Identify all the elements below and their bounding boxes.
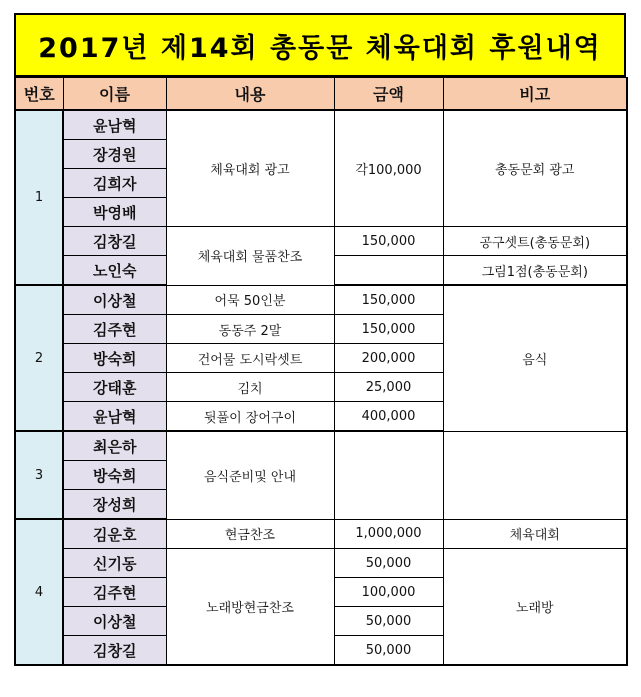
header-name: 이름 (63, 78, 166, 111)
content-cell: 현금찬조 (166, 519, 334, 549)
table-row (15, 227, 627, 256)
note-cell (443, 431, 627, 519)
donor-name: 김창길 (63, 636, 166, 666)
donor-name: 신기동 (63, 549, 166, 578)
donor-name: 김주현 (63, 578, 166, 607)
note-cell: 음식 (443, 285, 627, 431)
donor-name: 장경원 (63, 140, 166, 169)
amount-cell (334, 431, 443, 519)
group-number: 1 (15, 110, 63, 285)
amount-cell: 150,000 (334, 315, 443, 344)
table-row (15, 110, 627, 140)
group-number: 4 (15, 519, 63, 665)
table-row (15, 431, 627, 461)
content-cell: 뒷풀이 장어구이 (166, 402, 334, 432)
amount-cell: 400,000 (334, 402, 443, 432)
donor-name: 김희자 (63, 169, 166, 198)
donor-name: 이상철 (63, 285, 166, 315)
content-cell: 김치 (166, 373, 334, 402)
donor-name: 윤남혁 (63, 402, 166, 432)
donor-name: 방숙희 (63, 344, 166, 373)
note-cell: 체육대회 (443, 519, 627, 549)
amount-cell: 50,000 (334, 549, 443, 578)
header-note: 비고 (443, 78, 627, 111)
table-row (15, 549, 627, 578)
amount-cell: 25,000 (334, 373, 443, 402)
header-content: 내용 (166, 78, 334, 111)
amount-cell (334, 256, 443, 286)
table-row (15, 285, 627, 315)
donor-name: 노인숙 (63, 256, 166, 286)
content-cell: 노래방현금찬조 (166, 549, 334, 666)
header-no: 번호 (15, 78, 63, 111)
donor-name: 강태훈 (63, 373, 166, 402)
donor-name: 최은하 (63, 431, 166, 461)
content-cell: 체육대회 물품찬조 (166, 227, 334, 286)
donor-name: 이상철 (63, 607, 166, 636)
content-cell: 어묵 50인분 (166, 285, 334, 315)
group-number: 2 (15, 285, 63, 431)
donor-name: 김운호 (63, 519, 166, 549)
amount-cell: 150,000 (334, 227, 443, 256)
content-cell: 음식준비및 안내 (166, 431, 334, 519)
donor-name: 김주현 (63, 315, 166, 344)
table-row (15, 519, 627, 549)
amount-cell: 50,000 (334, 607, 443, 636)
header-amount: 금액 (334, 78, 443, 111)
content-cell: 체육대회 광고 (166, 110, 334, 227)
sheet-title: 2017년 제14회 총동문 체육대회 후원내역 (14, 13, 626, 77)
donor-name: 방숙희 (63, 461, 166, 490)
donor-name: 김창길 (63, 227, 166, 256)
amount-cell: 150,000 (334, 285, 443, 315)
donor-name: 박영배 (63, 198, 166, 227)
amount-cell: 1,000,000 (334, 519, 443, 549)
amount-cell: 각100,000 (334, 110, 443, 227)
amount-cell: 50,000 (334, 636, 443, 666)
donor-name: 윤남혁 (63, 110, 166, 140)
donor-name: 장성희 (63, 490, 166, 520)
note-cell: 공구셋트(총동문회) (443, 227, 627, 256)
note-cell: 노래방 (443, 549, 627, 666)
sponsorship-table (14, 77, 628, 666)
content-cell: 동동주 2말 (166, 315, 334, 344)
amount-cell: 200,000 (334, 344, 443, 373)
group-number: 3 (15, 431, 63, 519)
sponsorship-sheet (14, 13, 626, 666)
header-row (15, 78, 627, 111)
content-cell: 건어물 도시락셋트 (166, 344, 334, 373)
note-cell: 총동문회 광고 (443, 110, 627, 227)
note-cell: 그림1점(총동문회) (443, 256, 627, 286)
amount-cell: 100,000 (334, 578, 443, 607)
